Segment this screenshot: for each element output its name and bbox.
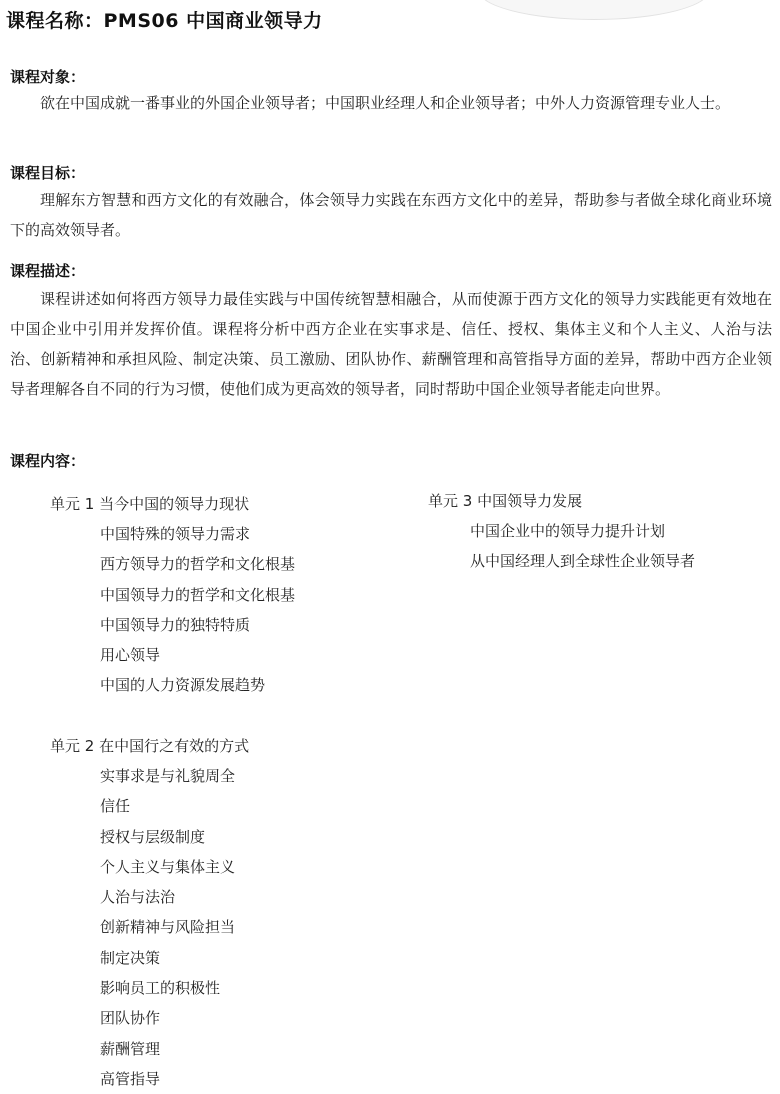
unit-item: 从中国经理人到全球性企业领导者 — [470, 552, 696, 571]
course-title: 课程名称：PMS06 中国商业领导力 — [6, 10, 323, 32]
decorative-header-shape — [478, 0, 710, 20]
unit-item: 制定决策 — [100, 948, 161, 967]
unit-item: 西方领导力的哲学和文化根基 — [100, 555, 296, 574]
description-text: 课程讲述如何将西方领导力最佳实践与中国传统智慧相融合，从而使源于西方文化的领导力实践能更有效地在中国企业中引用并发挥价值。课程将分析中西方企业在实事求是、信任、授权、集体主义和个人主义、人治与法治、创新精神和承担风险、制定决策、员工激励、团队协作、薪酬管理和高管指导方面的差异，帮助中西方企业领导者理解各自不同的行为习惯，使他们成为更高效的领导者，同时帮助中国企业领导者能走向世界。 — [10, 290, 772, 398]
unit-item: 中国企业中的领导力提升计划 — [470, 522, 666, 540]
unit-title: 单元 3 中国领导力发展 — [428, 492, 583, 510]
unit-items — [428, 516, 695, 577]
unit-item: 用心领导 — [100, 646, 161, 665]
unit-item: 创新精神与风险担当 — [100, 918, 236, 937]
goal-text: 理解东方智慧和西方文化的有效融合，体会领导力实践在东西方文化中的差异，帮助参与者做全球化商业环境下的高效领导者。 — [10, 191, 772, 239]
unit-item: 中国领导力的哲学和文化根基 — [100, 585, 296, 604]
unit-item: 中国特殊的领导力需求 — [100, 525, 251, 543]
unit-2 — [50, 731, 249, 1094]
audience-text: 欲在中国成就一番事业的外国企业领导者；中国职业经理人和企业领导者；中外人力资源管理专业人士。 — [40, 94, 731, 112]
content-heading: 课程内容： — [10, 452, 86, 470]
unit-item: 信任 — [100, 797, 131, 816]
unit-item: 授权与层级制度 — [100, 827, 206, 846]
unit-item: 实事求是与礼貌周全 — [100, 767, 236, 785]
audience-heading: 课程对象： — [10, 68, 86, 86]
unit-item: 中国领导力的独特特质 — [100, 615, 251, 634]
unit-title: 单元 1 当今中国的领导力现状 — [50, 495, 250, 513]
unit-item: 团队协作 — [100, 1009, 161, 1028]
unit-1 — [50, 489, 295, 701]
unit-item: 个人主义与集体主义 — [100, 857, 236, 876]
unit-item: 高管指导 — [100, 1069, 161, 1088]
unit-title: 单元 2 在中国行之有效的方式 — [50, 737, 250, 755]
unit-item: 薪酬管理 — [100, 1039, 161, 1058]
unit-item: 人治与法治 — [100, 888, 176, 907]
description-heading: 课程描述： — [10, 262, 86, 280]
goal-heading: 课程目标： — [10, 164, 86, 182]
unit-item: 影响员工的积极性 — [100, 979, 221, 998]
unit-items — [50, 761, 249, 1094]
unit-items — [50, 519, 295, 701]
unit-item: 中国的人力资源发展趋势 — [100, 676, 266, 695]
unit-3 — [428, 486, 695, 577]
